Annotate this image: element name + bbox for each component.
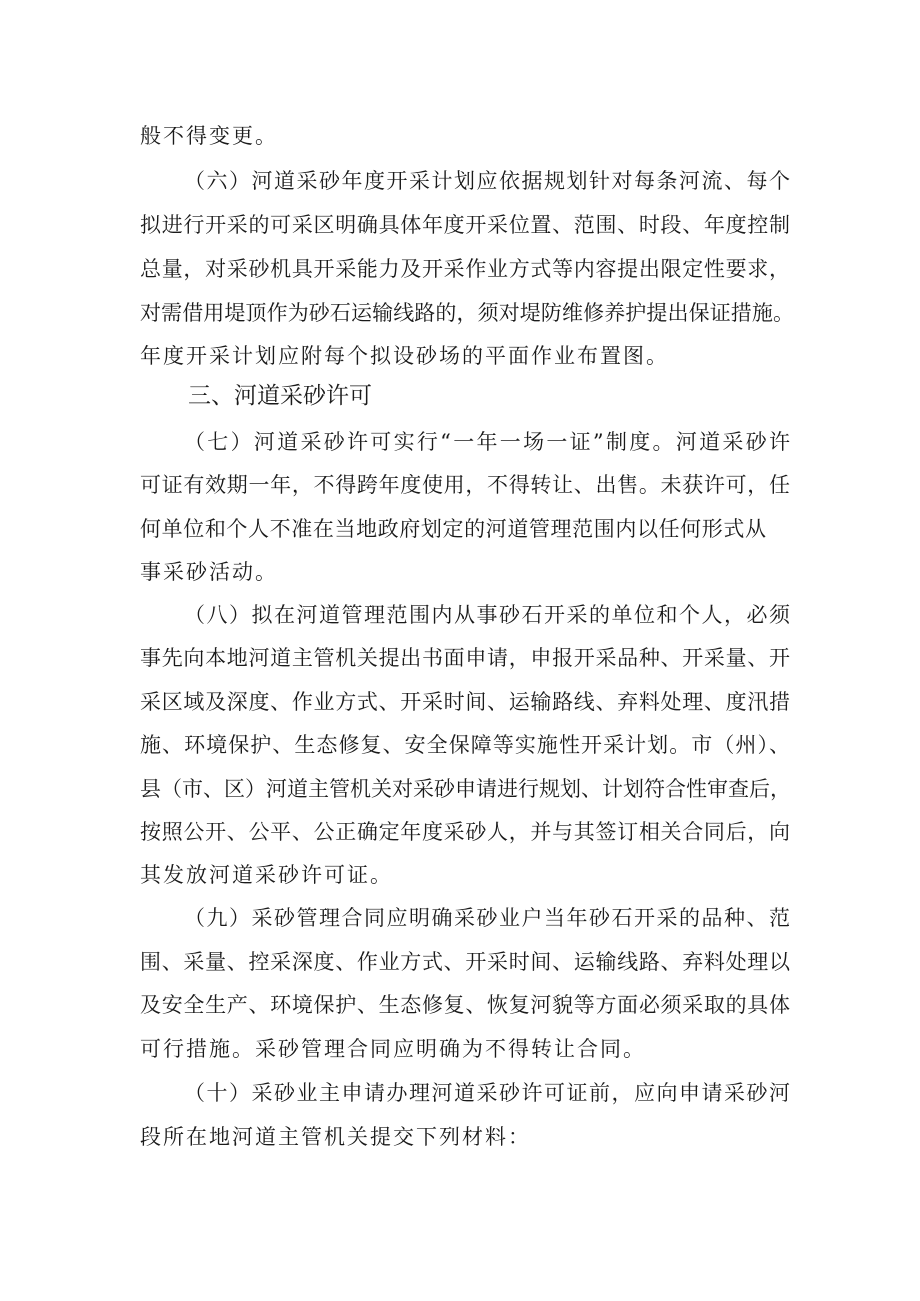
paragraph-line: （八）拟在河道管理范围内从事砂石开采的单位和个人，必须 <box>184 603 790 627</box>
paragraph-line: 总量，对采砂机具开采能力及开采作业方式等内容提出限定性要求， <box>140 257 790 281</box>
paragraph-line: 何单位和个人不准在当地政府划定的河道管理范围内以任何形式从 <box>140 517 766 541</box>
paragraph-line: 可行措施。采砂管理合同应明确为不得转让合同。 <box>140 1037 646 1061</box>
paragraph-line: 其发放河道采砂许可证。 <box>140 863 393 887</box>
paragraph-line: 可证有效期一年，不得跨年度使用，不得转让、出售。未获许可，任 <box>140 473 790 497</box>
paragraph-line: 施、环境保护、生态修复、安全保障等实施性开采计划。市（州）、 <box>140 733 790 757</box>
paragraph-line: 按照公开、公平、公正确定年度采砂人，并与其签订相关合同后，向 <box>140 820 790 844</box>
paragraph-line: 围、采量、控采深度、作业方式、开采时间、运输线路、弃料处理以 <box>140 950 790 974</box>
paragraph-line: 段所在地河道主管机关提交下列材料： <box>140 1125 531 1149</box>
paragraph-line: 事采砂活动。 <box>140 560 278 584</box>
paragraph-line: 年度开采计划应附每个拟设砂场的平面作业布置图。 <box>140 344 669 368</box>
section-heading: 三、河道采砂许可 <box>188 383 372 409</box>
paragraph-line: （十）采砂业主申请办理河道采砂许可证前，应向申请采砂河 <box>184 1081 790 1105</box>
paragraph-line: 采区域及深度、作业方式、开采时间、运输路线、弃料处理、度汛措 <box>140 690 790 714</box>
paragraph-line: 对需借用堤顶作为砂石运输线路的，须对堤防维修养护提出保证措施。 <box>140 301 794 325</box>
paragraph-line: 县（市、区）河道主管机关对采砂申请进行规划、计划符合性审查后， <box>140 777 791 801</box>
paragraph-line: （七）河道采砂许可实行“一年一场一证”制度。河道采砂许 <box>184 430 790 454</box>
paragraph-line: 拟进行开采的可采区明确具体年度开采位置、范围、时段、年度控制 <box>140 213 790 237</box>
paragraph-line: （九）采砂管理合同应明确采砂业户当年砂石开采的品种、范 <box>184 906 790 930</box>
paragraph-line: 及安全生产、环境保护、生态修复、恢复河貌等方面必须采取的具体 <box>140 993 790 1017</box>
paragraph-line: （六）河道采砂年度开采计划应依据规划针对每条河流、每个 <box>184 169 790 193</box>
paragraph-line: 般不得变更。 <box>140 124 278 148</box>
paragraph-line: 事先向本地河道主管机关提出书面申请，申报开采品种、开采量、开 <box>140 646 790 670</box>
